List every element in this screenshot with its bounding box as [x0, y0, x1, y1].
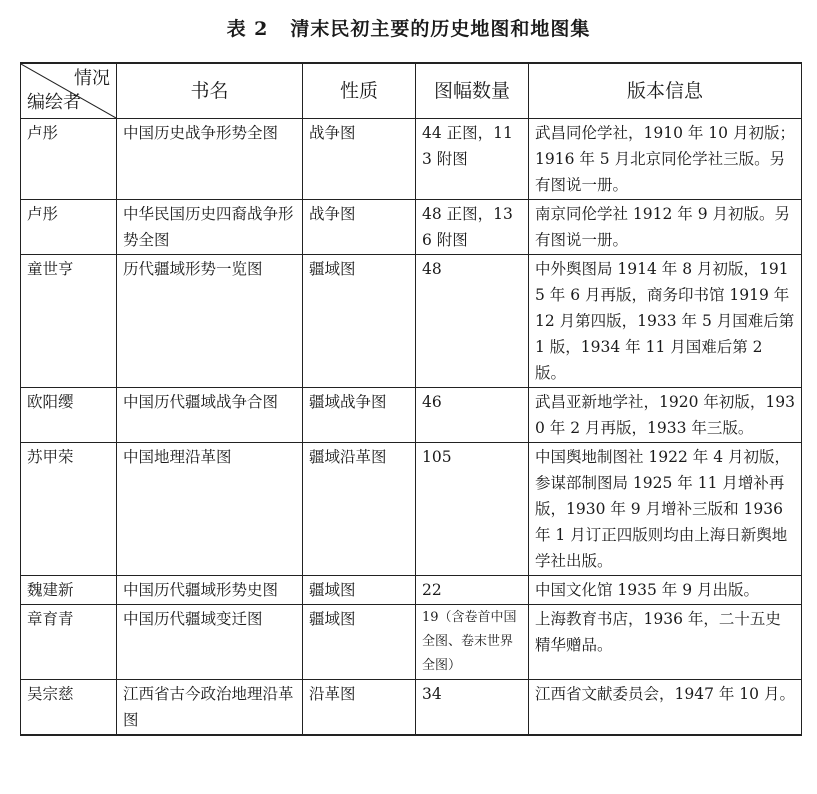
table-row [21, 443, 802, 576]
author-cell: 苏甲荣 [21, 443, 117, 576]
table-row [21, 576, 802, 605]
table-row [21, 200, 802, 255]
author-cell: 吴宗慈 [21, 680, 117, 736]
author-cell: 卢彤 [21, 119, 117, 200]
count-cell: 22 [416, 576, 529, 605]
edition-cell: 武昌亚新地学社，1920 年初版，1930 年 2 月再版，1933 年三版。 [529, 388, 802, 443]
book-cell: 中国历史战争形势全图 [117, 119, 303, 200]
column-header-book: 书名 [117, 63, 303, 119]
count-cell: 19（含卷首中国全图、卷末世界全图） [416, 605, 529, 680]
type-cell: 疆域战争图 [303, 388, 416, 443]
author-cell: 欧阳缨 [21, 388, 117, 443]
edition-cell: 中国舆地制图社 1922 年 4 月初版，参谋部制图局 1925 年 11 月增补再版，1930 年 9 月增补三版和 1936 年 1 月订正四版则均由上海日新舆地学社出版。 [529, 443, 802, 576]
corner-top-label: 情况 [74, 68, 110, 89]
table-row [21, 388, 802, 443]
edition-cell: 南京同伦学社 1912 年 9 月初版。另有图说一册。 [529, 200, 802, 255]
type-cell: 疆域图 [303, 255, 416, 388]
author-cell: 魏建新 [21, 576, 117, 605]
author-cell: 童世亨 [21, 255, 117, 388]
book-cell: 中国历代疆域形势史图 [117, 576, 303, 605]
edition-cell: 上海教育书店，1936 年，二十五史精华赠品。 [529, 605, 802, 680]
table-caption [0, 14, 817, 41]
table-row [21, 255, 802, 388]
column-header-type: 性质 [303, 63, 416, 119]
book-cell: 中国地理沿革图 [117, 443, 303, 576]
edition-cell: 武昌同伦学社，1910 年 10 月初版；1916 年 5 月北京同伦学社三版。另有图说一册。 [529, 119, 802, 200]
header-row [21, 63, 802, 119]
book-cell: 中华民国历史四裔战争形势全图 [117, 200, 303, 255]
table-row [21, 119, 802, 200]
edition-cell: 中外舆图局 1914 年 8 月初版，1915 年 6 月再版，商务印书馆 1919 年 12 月第四版，1933 年 5 月国难后第 1 版，1934 年 11 月国难后第 2 版。 [529, 255, 802, 388]
type-cell: 疆域图 [303, 576, 416, 605]
corner-bottom-label: 编绘者 [27, 92, 81, 113]
count-cell: 105 [416, 443, 529, 576]
count-cell: 44 正图，113 附图 [416, 119, 529, 200]
count-cell: 48 [416, 255, 529, 388]
table-row [21, 680, 802, 736]
author-cell: 章育青 [21, 605, 117, 680]
type-cell: 战争图 [303, 200, 416, 255]
column-header-count: 图幅数量 [416, 63, 529, 119]
table-number: 表 2 [226, 18, 269, 40]
corner-header [21, 63, 117, 119]
book-cell: 中国历代疆域战争合图 [117, 388, 303, 443]
edition-cell: 中国文化馆 1935 年 9 月出版。 [529, 576, 802, 605]
table-title: 清末民初主要的历史地图和地图集 [290, 18, 591, 40]
type-cell: 疆域图 [303, 605, 416, 680]
author-cell: 卢彤 [21, 200, 117, 255]
edition-cell: 江西省文献委员会，1947 年 10 月。 [529, 680, 802, 736]
historical-maps-table [20, 62, 802, 736]
type-cell: 战争图 [303, 119, 416, 200]
type-cell: 沿革图 [303, 680, 416, 736]
column-header-edition: 版本信息 [529, 63, 802, 119]
book-cell: 历代疆域形势一览图 [117, 255, 303, 388]
book-cell: 中国历代疆域变迁图 [117, 605, 303, 680]
table-row [21, 605, 802, 680]
type-cell: 疆域沿革图 [303, 443, 416, 576]
count-cell: 46 [416, 388, 529, 443]
count-cell: 48 正图，136 附图 [416, 200, 529, 255]
book-cell: 江西省古今政治地理沿革图 [117, 680, 303, 736]
count-cell: 34 [416, 680, 529, 736]
